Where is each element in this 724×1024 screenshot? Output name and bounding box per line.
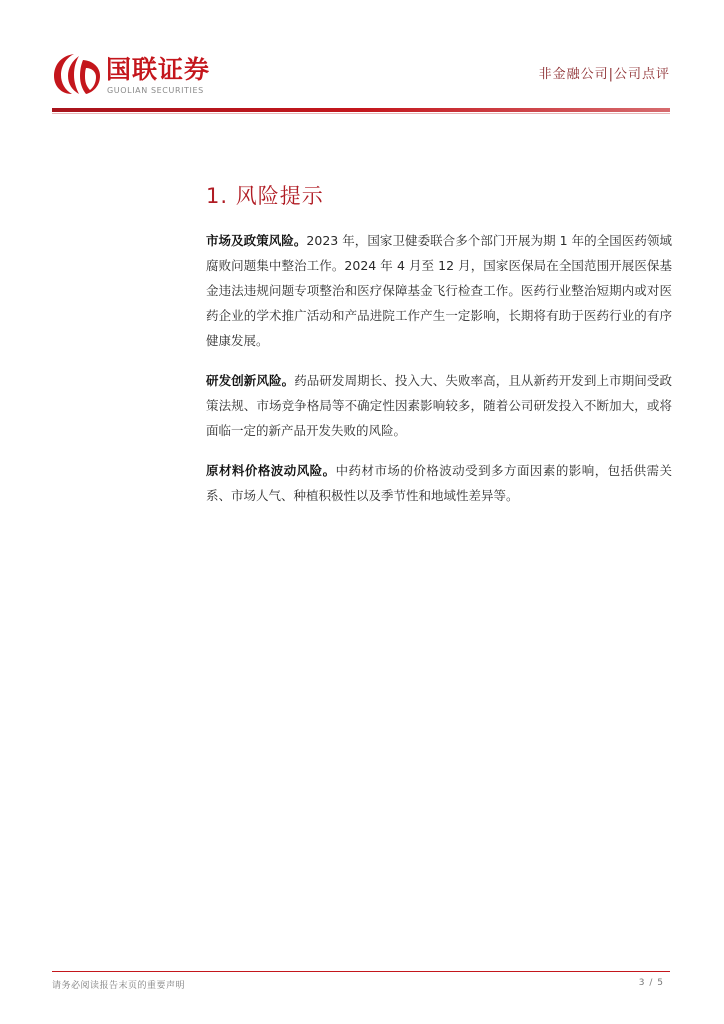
paragraph-rd-risk bbox=[206, 368, 672, 443]
header-divider-light bbox=[52, 113, 670, 114]
paragraph-market-policy-risk bbox=[206, 228, 672, 353]
paragraph-lead: 研发创新风险。 bbox=[206, 373, 295, 388]
paragraph-body: 2023 年，国家卫健委联合多个部门开展为期 1 年的全国医药领域腐败问题集中整治工作。2024 年 4 月至 12 月，国家医保局在全国范围开展医保基金违法违规问题专项整治和医疗保障基金飞行检查工作。医药行业整治短期内或对医药企业的学术推广活动和产品进院工作产生一定影响，长期将有助于医药行业的有序健康发展。 bbox=[206, 233, 672, 348]
paragraph-body: 药品研发周期长、投入大、失败率高，且从新药开发到上市期间受政策法规、市场竞争格局等不确定性因素影响较多，随着公司研发投入不断加大，或将面临一定的新产品开发失败的风险。 bbox=[206, 373, 672, 438]
brand-name-en: GUOLIAN SECURITIES bbox=[107, 86, 204, 95]
section-title: 1. 风险提示 bbox=[206, 184, 324, 208]
paragraph-lead: 原材料价格波动风险。 bbox=[206, 463, 336, 478]
header-divider bbox=[52, 108, 670, 112]
footer-disclaimer: 请务必阅读报告末页的重要声明 bbox=[52, 981, 186, 991]
brand-name-cn: 国联证券 bbox=[106, 55, 211, 84]
footer-divider bbox=[52, 971, 670, 972]
guolian-logo-icon bbox=[52, 52, 102, 96]
page-header bbox=[0, 0, 724, 115]
paragraph-lead: 市场及政策风险。 bbox=[206, 233, 307, 248]
paragraph-body: 中药材市场的价格波动受到多方面因素的影响，包括供需关系、市场人气、种植积极性以及季节性和地域性差异等。 bbox=[206, 463, 672, 503]
paragraph-material-price-risk bbox=[206, 458, 672, 508]
report-type-label: 非金融公司|公司点评 bbox=[538, 67, 670, 82]
risk-content bbox=[206, 228, 672, 523]
page-number: 3 / 5 bbox=[638, 978, 664, 988]
